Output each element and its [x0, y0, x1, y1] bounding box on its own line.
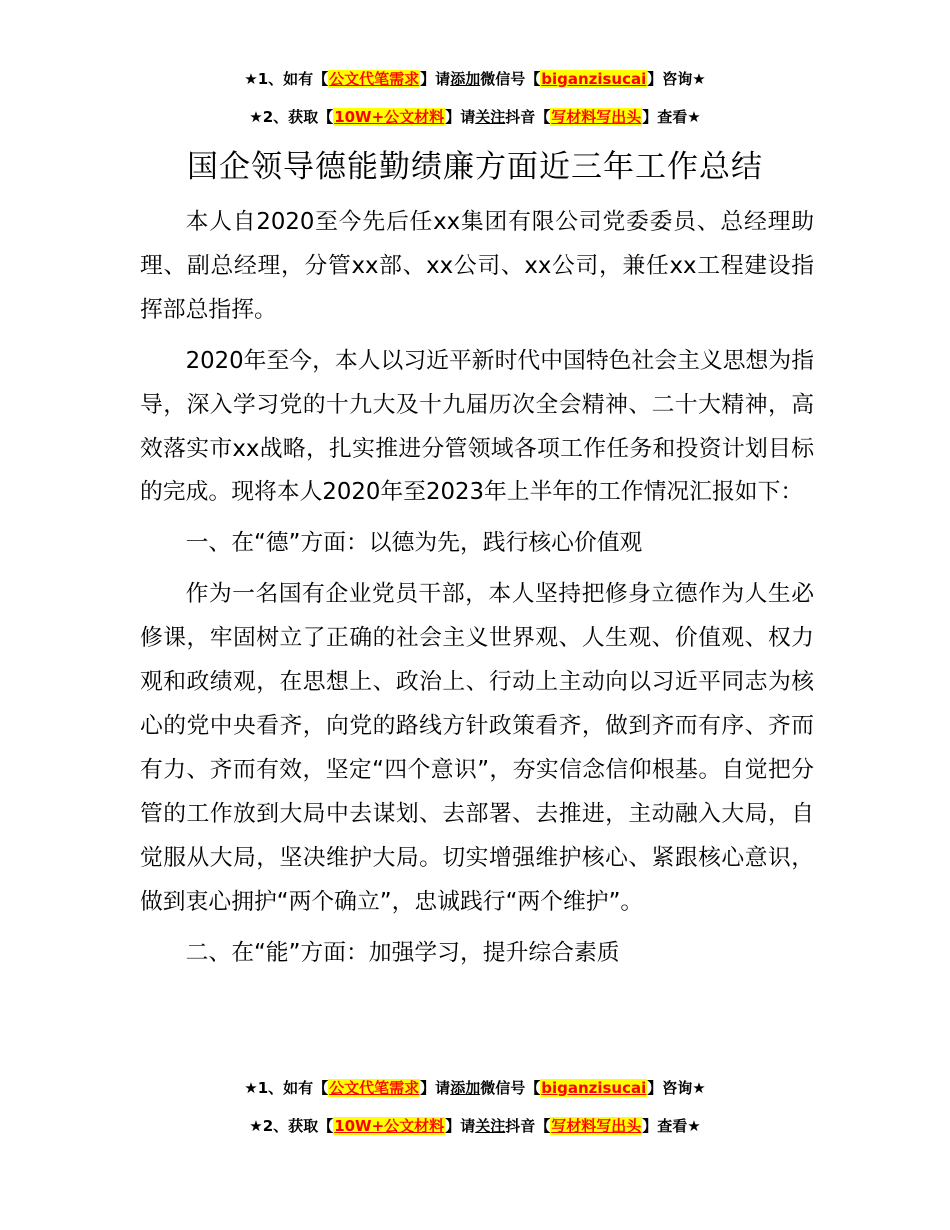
- promo-text: 】查看★: [642, 108, 701, 126]
- promo-text: 】咨询★: [647, 1079, 706, 1097]
- paragraph: 2020年至今，本人以习近平新时代中国特色社会主义思想为指导，深入学习党的十九大及十九届历次全会精神、二十大精神，高效落实市xx战略，扎实推进分管领域各项工作任务和投资计划目标的完成。现将本人2020年至2023年上半年的工作情况汇报如下：: [140, 347, 814, 506]
- promo-highlight: 10W+公文材料: [334, 1117, 445, 1135]
- promo-highlight: 10W+公文材料: [334, 108, 445, 126]
- section-heading: 一、在“德”方面：以德为先，践行核心价值观: [185, 530, 643, 557]
- paragraph: 本人自2020至今先后任xx集团有限公司党委委员、总经理助理、副总经理，分管xx部、xx公司、xx公司，兼任xx工程建设指挥部总指挥。: [140, 209, 814, 323]
- promo-text: 】咨询★: [647, 70, 706, 88]
- promo-text: ★1、如有【: [244, 70, 329, 88]
- promo-underline: 关注: [475, 1117, 506, 1135]
- promo-underline: 关注: [475, 108, 506, 126]
- promo-text: ★2、获取【: [249, 1117, 334, 1135]
- promo-text: 】请: [445, 108, 476, 126]
- section-heading: 二、在“能”方面：加强学习，提升综合素质: [185, 939, 620, 966]
- promo-text: 微信号【: [480, 1079, 541, 1097]
- promo-underline: 添加: [450, 1079, 481, 1097]
- promo-text: 】查看★: [642, 1117, 701, 1135]
- document-body: [140, 201, 814, 975]
- document-title: 国企领导德能勤绩廉方面近三年工作总结: [187, 149, 763, 185]
- promo-line-2-bottom: [0, 1115, 950, 1137]
- promo-highlight-douyin-id: 写材料写出头: [551, 108, 642, 126]
- promo-text: 】请: [445, 1117, 476, 1135]
- promo-highlight: 公文代笔需求: [329, 70, 420, 88]
- promo-text: 抖音【: [505, 108, 551, 126]
- promo-highlight: 公文代笔需求: [329, 1079, 420, 1097]
- promo-highlight-douyin-id: 写材料写出头: [551, 1117, 642, 1135]
- promo-line-1-top: [0, 68, 950, 90]
- promo-underline: 添加: [450, 70, 481, 88]
- promo-line-1-bottom: [0, 1077, 950, 1099]
- paragraph: 作为一名国有企业党员干部，本人坚持把修身立德作为人生必修课，牢固树立了正确的社会主义世界观、人生观、价值观、权力观和政绩观，在思想上、政治上、行动上主动向以习近平同志为核心的党中央看齐，向党的路线方针政策看齐，做到齐而有序、齐而有力、齐而有效，坚定“四个意识”，夯实信念信仰根基。自觉把分管的工作放到大局中去谋划、去部署、去推进，主动融入大局，自觉服从大局，坚决维护大局。切实增强维护核心、紧跟核心意识，做到衷心拥护“两个确立”，忠诚践行“两个维护”。: [140, 581, 814, 915]
- promo-text: 】请: [420, 70, 451, 88]
- promo-text: ★2、获取【: [249, 108, 334, 126]
- promo-text: 抖音【: [505, 1117, 551, 1135]
- promo-text: ★1、如有【: [244, 1079, 329, 1097]
- promo-line-2-top: [0, 106, 950, 128]
- promo-text: 】请: [420, 1079, 451, 1097]
- promo-highlight-wechat-id: biganzisucai: [541, 70, 647, 88]
- promo-highlight-wechat-id: biganzisucai: [541, 1079, 647, 1097]
- promo-text: 微信号【: [480, 70, 541, 88]
